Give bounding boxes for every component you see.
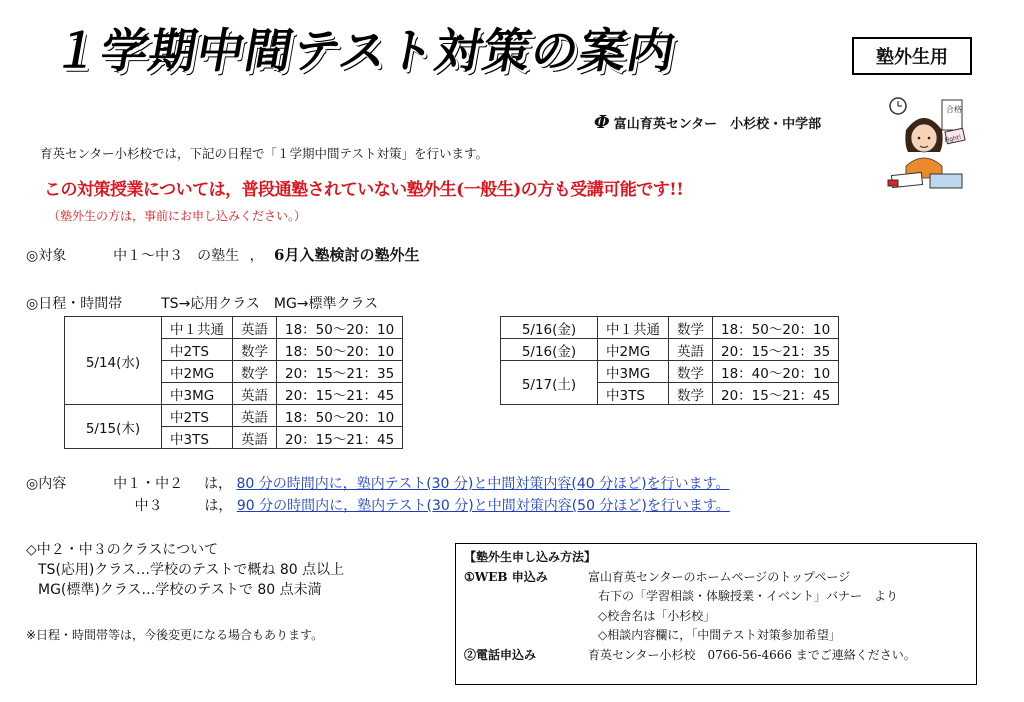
content-wa-2: は， xyxy=(204,498,233,514)
schedule-class: 中１共通 xyxy=(598,317,669,339)
schedule-time: 18：50～20：10 xyxy=(277,317,403,339)
schedule-time: 20：15～21：35 xyxy=(713,339,839,361)
target-label: ◎対象 xyxy=(26,248,67,264)
schedule-subject: 数学 xyxy=(233,339,277,361)
web-apply-line-4: ◇相談内容欄に，「中間テスト対策参加希望」 xyxy=(598,628,841,642)
schedule-row xyxy=(501,361,839,383)
schedule-subject: 英語 xyxy=(233,317,277,339)
schedule-class: 中2MG xyxy=(598,339,669,361)
schedule-class: 中2MG xyxy=(162,361,233,383)
class-info-heading: ◇中２・中３のクラスについて xyxy=(26,542,219,558)
schedule-subject: 数学 xyxy=(233,361,277,383)
schedule-heading xyxy=(26,293,378,313)
schedule-time: 20：15～21：45 xyxy=(277,427,403,449)
page-title: １学期中間テスト対策の案内 xyxy=(48,24,681,79)
schedule-subject: 英語 xyxy=(233,427,277,449)
schedule-date: 5/15(木) xyxy=(65,405,162,449)
intro-text: 育英センター小杉校では，下記の日程で「１学期中間テスト対策」を行います。 xyxy=(40,146,489,161)
schedule-time: 18：40～20：10 xyxy=(713,361,839,383)
schedule-date: 5/14(水) xyxy=(65,317,162,405)
target-others: 6月入塾検討の塾外生 xyxy=(274,246,420,264)
content-text-2: 90 分の時間内に，塾内テスト(30 分)と中間対策内容(50 分ほど)を行います。 xyxy=(236,498,730,514)
schedule-class: 中１共通 xyxy=(162,317,233,339)
schedule-class: 中2TS xyxy=(162,339,233,361)
schedule-change-note: ※日程・時間帯等は，今後変更になる場合もあります。 xyxy=(26,628,324,642)
schedule-subject: 数学 xyxy=(669,361,713,383)
schedule-row xyxy=(65,405,403,427)
red-headline: この対策授業については，普段通塾されていない塾外生(一般生)の方も受講可能です!! xyxy=(44,180,684,200)
class-info-mg: MG(標準)クラス…学校のテストで 80 点未満 xyxy=(38,582,322,598)
schedule-class: 中3MG xyxy=(162,383,233,405)
schedule-row xyxy=(501,339,839,361)
schedule-subject: 数学 xyxy=(669,317,713,339)
schedule-subject: 数学 xyxy=(669,383,713,405)
school-name xyxy=(594,112,821,133)
application-heading: 【塾外生申し込み方法】 xyxy=(464,550,597,564)
schedule-row xyxy=(501,317,839,339)
school-logo-icon: Φ xyxy=(594,112,610,133)
schedule-time: 18：50～20：10 xyxy=(277,339,403,361)
content-grade-1: 中１・中２ xyxy=(113,476,184,492)
schedule-table-2 xyxy=(500,316,839,405)
tel-apply-text: 育英センター小杉校 0766-56-4666 までご連絡ください。 xyxy=(588,647,916,662)
content-text-1: 80 分の時間内に，塾内テスト(30 分)と中間対策内容(40 分ほど)を行います。 xyxy=(236,476,730,492)
web-apply-line-2: 右下の「学習相談・体験授業・イベント」バナー より xyxy=(598,589,899,603)
web-apply-label: ①WEB 申込み xyxy=(464,569,548,584)
banner-text: Fight! xyxy=(944,133,963,145)
web-apply-line-1: 富山育英センターのホームページのトップページ xyxy=(588,569,851,584)
schedule-row xyxy=(65,317,403,339)
schedule-time: 20：15～21：45 xyxy=(713,383,839,405)
content-label: ◎内容 xyxy=(26,476,67,492)
schedule-class: 中3MG xyxy=(598,361,669,383)
schedule-class: 中3TS xyxy=(598,383,669,405)
target-grades: 中１～中３ の塾生 xyxy=(113,248,240,264)
schedule-label: ◎日程・時間帯 xyxy=(26,296,123,312)
web-apply-line-3: ◇校舎名は「小杉校」 xyxy=(598,608,716,623)
schedule-date: 5/16(金) xyxy=(501,317,598,339)
content-section xyxy=(26,473,730,517)
tel-apply-label: ②電話申込み xyxy=(464,647,537,662)
schedule-class: 中3TS xyxy=(162,427,233,449)
schedule-table-1 xyxy=(64,316,403,449)
audience-badge: 塾外生用 xyxy=(852,37,972,75)
application-box xyxy=(455,543,977,685)
schedule-subject: 英語 xyxy=(233,383,277,405)
red-note: （塾外生の方は，事前にお申し込みください。） xyxy=(48,209,307,223)
schedule-time: 18：50～20：10 xyxy=(713,317,839,339)
target-sep: ， xyxy=(249,248,264,264)
content-wa-1: は， xyxy=(204,476,233,492)
schedule-time: 20：15～21：35 xyxy=(277,361,403,383)
class-info-ts: TS(応用)クラス…学校のテストで概ね 80 点以上 xyxy=(38,562,345,578)
content-grade-2: 中３ xyxy=(134,498,163,514)
schedule-class: 中2TS xyxy=(162,405,233,427)
schedule-time: 18：50～20：10 xyxy=(277,405,403,427)
schedule-classes: TS→応用クラス MG→標準クラス xyxy=(161,296,379,312)
target-section xyxy=(26,244,419,265)
schedule-date: 5/16(金) xyxy=(501,339,598,361)
schedule-subject: 英語 xyxy=(669,339,713,361)
sign-text: 合格 xyxy=(946,105,962,114)
class-info-section xyxy=(26,540,344,600)
schedule-time: 20：15～21：45 xyxy=(277,383,403,405)
schedule-subject: 英語 xyxy=(233,405,277,427)
school-name-text: 富山育英センター 小杉校・中学部 xyxy=(613,117,822,132)
schedule-date: 5/17(土) xyxy=(501,361,598,405)
student-studying-illustration xyxy=(884,96,966,192)
